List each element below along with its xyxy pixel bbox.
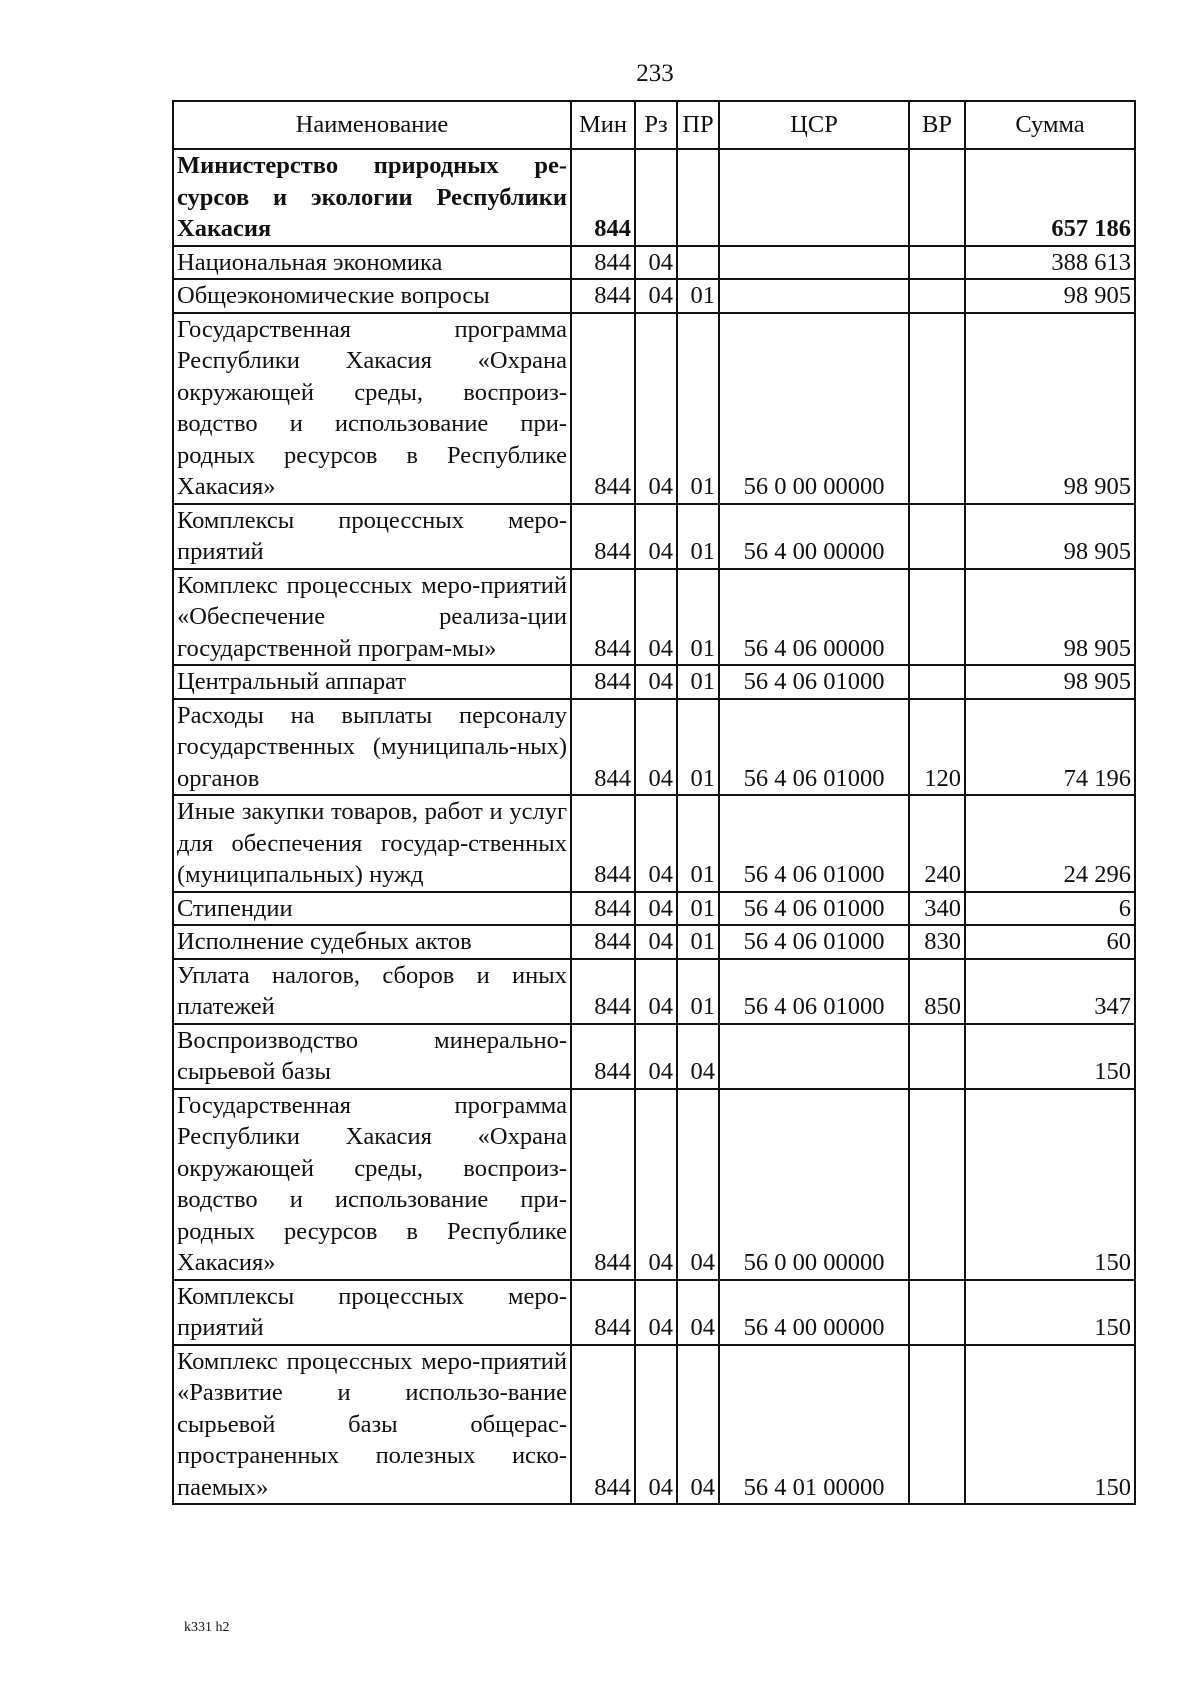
cell-sum: 6 xyxy=(965,892,1135,926)
table-row xyxy=(173,504,1135,569)
cell-vr xyxy=(909,569,965,666)
cell-min: 844 xyxy=(571,959,635,1024)
table-row xyxy=(173,1024,1135,1089)
cell-pr: 01 xyxy=(677,569,719,666)
cell-min: 844 xyxy=(571,246,635,280)
cell-rz: 04 xyxy=(635,569,677,666)
cell-pr: 01 xyxy=(677,313,719,504)
header-min: Мин xyxy=(571,101,635,149)
cell-csr: 56 4 00 00000 xyxy=(719,504,909,569)
header-csr: ЦСР xyxy=(719,101,909,149)
cell-name: Уплата налогов, сборов и иных платежей xyxy=(173,959,571,1024)
cell-sum: 98 905 xyxy=(965,313,1135,504)
cell-sum: 388 613 xyxy=(965,246,1135,280)
table-row xyxy=(173,795,1135,892)
cell-sum: 98 905 xyxy=(965,665,1135,699)
header-name: Наименование xyxy=(173,101,571,149)
table-row xyxy=(173,313,1135,504)
cell-min: 844 xyxy=(571,1345,635,1505)
cell-name: Воспроизводство минерально-сырьевой базы xyxy=(173,1024,571,1089)
table-row xyxy=(173,892,1135,926)
cell-sum: 98 905 xyxy=(965,569,1135,666)
cell-csr: 56 4 06 01000 xyxy=(719,959,909,1024)
cell-sum: 150 xyxy=(965,1024,1135,1089)
cell-name: Иные закупки товаров, работ и услуг для обеспечения государ-ственных (муниципальных) нужд xyxy=(173,795,571,892)
cell-pr: 04 xyxy=(677,1280,719,1345)
cell-vr: 830 xyxy=(909,925,965,959)
cell-csr: 56 4 06 01000 xyxy=(719,795,909,892)
table-row xyxy=(173,1280,1135,1345)
cell-csr: 56 4 06 01000 xyxy=(719,665,909,699)
cell-rz: 04 xyxy=(635,246,677,280)
cell-pr: 01 xyxy=(677,665,719,699)
cell-csr: 56 4 06 01000 xyxy=(719,925,909,959)
cell-name: Комплексы процессных меро-приятий xyxy=(173,504,571,569)
cell-name: Комплекс процессных меро-приятий «Обеспечение реализа-ции государственной програм-мы» xyxy=(173,569,571,666)
cell-pr: 01 xyxy=(677,959,719,1024)
cell-vr: 240 xyxy=(909,795,965,892)
cell-sum: 98 905 xyxy=(965,504,1135,569)
cell-rz: 04 xyxy=(635,1280,677,1345)
cell-rz: 04 xyxy=(635,1345,677,1505)
cell-pr: 01 xyxy=(677,504,719,569)
cell-min: 844 xyxy=(571,892,635,926)
table-body xyxy=(173,149,1135,1504)
cell-csr xyxy=(719,1024,909,1089)
header-vr: ВР xyxy=(909,101,965,149)
cell-vr xyxy=(909,665,965,699)
cell-vr xyxy=(909,149,965,246)
cell-csr: 56 4 00 00000 xyxy=(719,1280,909,1345)
cell-name: Комплексы процессных меро-приятий xyxy=(173,1280,571,1345)
cell-name: Исполнение судебных актов xyxy=(173,925,571,959)
table-row xyxy=(173,959,1135,1024)
cell-vr xyxy=(909,1280,965,1345)
cell-rz: 04 xyxy=(635,1089,677,1280)
cell-min: 844 xyxy=(571,504,635,569)
cell-rz: 04 xyxy=(635,699,677,796)
cell-vr xyxy=(909,1345,965,1505)
cell-sum: 24 296 xyxy=(965,795,1135,892)
table-row xyxy=(173,665,1135,699)
cell-csr xyxy=(719,246,909,280)
table-row xyxy=(173,279,1135,313)
cell-min: 844 xyxy=(571,1280,635,1345)
cell-name: Государственная программа Республики Хакасия «Охрана окружающей среды, воспроиз-водство и использование при-родных ресурсов в Республике Хакасия» xyxy=(173,313,571,504)
cell-pr: 01 xyxy=(677,699,719,796)
table-row xyxy=(173,1089,1135,1280)
cell-name: Комплекс процессных меро-приятий «Развитие и использо-вание сырьевой базы общерас-пространенных полезных иско-паемых» xyxy=(173,1345,571,1505)
cell-rz: 04 xyxy=(635,892,677,926)
cell-rz: 04 xyxy=(635,279,677,313)
cell-vr xyxy=(909,246,965,280)
cell-vr: 850 xyxy=(909,959,965,1024)
cell-csr: 56 4 01 00000 xyxy=(719,1345,909,1505)
cell-sum: 150 xyxy=(965,1280,1135,1345)
cell-rz: 04 xyxy=(635,959,677,1024)
cell-rz xyxy=(635,149,677,246)
cell-min: 844 xyxy=(571,665,635,699)
page-number: 233 xyxy=(636,60,674,87)
cell-sum: 74 196 xyxy=(965,699,1135,796)
cell-min: 844 xyxy=(571,313,635,504)
cell-sum: 347 xyxy=(965,959,1135,1024)
cell-sum: 60 xyxy=(965,925,1135,959)
cell-csr: 56 0 00 00000 xyxy=(719,1089,909,1280)
cell-rz: 04 xyxy=(635,925,677,959)
cell-csr: 56 4 06 01000 xyxy=(719,892,909,926)
table-row xyxy=(173,246,1135,280)
cell-name: Стипендии xyxy=(173,892,571,926)
cell-min: 844 xyxy=(571,1089,635,1280)
cell-pr: 01 xyxy=(677,892,719,926)
cell-sum: 150 xyxy=(965,1089,1135,1280)
cell-pr: 01 xyxy=(677,279,719,313)
cell-min: 844 xyxy=(571,925,635,959)
cell-sum: 150 xyxy=(965,1345,1135,1505)
cell-min: 844 xyxy=(571,279,635,313)
cell-csr: 56 4 06 00000 xyxy=(719,569,909,666)
cell-vr xyxy=(909,1089,965,1280)
cell-pr xyxy=(677,246,719,280)
cell-name: Министерство природных ре-сурсов и экологии Республики Хакасия xyxy=(173,149,571,246)
cell-rz: 04 xyxy=(635,313,677,504)
cell-name: Общеэкономические вопросы xyxy=(173,279,571,313)
header-pr: ПР xyxy=(677,101,719,149)
cell-sum: 657 186 xyxy=(965,149,1135,246)
table-header-row xyxy=(173,101,1135,149)
cell-rz: 04 xyxy=(635,665,677,699)
cell-vr xyxy=(909,504,965,569)
cell-min: 844 xyxy=(571,1024,635,1089)
table-row xyxy=(173,925,1135,959)
cell-min: 844 xyxy=(571,149,635,246)
cell-csr: 56 4 06 01000 xyxy=(719,699,909,796)
footer-code: k331 h2 xyxy=(184,1620,230,1635)
cell-rz: 04 xyxy=(635,795,677,892)
cell-name: Государственная программа Республики Хакасия «Охрана окружающей среды, воспроиз-водство и использование при-родных ресурсов в Республике Хакасия» xyxy=(173,1089,571,1280)
cell-rz: 04 xyxy=(635,504,677,569)
cell-vr: 340 xyxy=(909,892,965,926)
cell-min: 844 xyxy=(571,699,635,796)
cell-vr xyxy=(909,313,965,504)
table-row xyxy=(173,1345,1135,1505)
cell-csr xyxy=(719,279,909,313)
cell-pr: 04 xyxy=(677,1345,719,1505)
cell-pr xyxy=(677,149,719,246)
cell-name: Центральный аппарат xyxy=(173,665,571,699)
cell-pr: 01 xyxy=(677,795,719,892)
header-sum: Сумма xyxy=(965,101,1135,149)
cell-vr: 120 xyxy=(909,699,965,796)
cell-pr: 01 xyxy=(677,925,719,959)
table-row xyxy=(173,149,1135,246)
cell-min: 844 xyxy=(571,795,635,892)
cell-csr xyxy=(719,149,909,246)
cell-vr xyxy=(909,279,965,313)
cell-csr: 56 0 00 00000 xyxy=(719,313,909,504)
table-row xyxy=(173,699,1135,796)
cell-pr: 04 xyxy=(677,1089,719,1280)
cell-sum: 98 905 xyxy=(965,279,1135,313)
header-rz: Рз xyxy=(635,101,677,149)
cell-pr: 04 xyxy=(677,1024,719,1089)
cell-vr xyxy=(909,1024,965,1089)
table-row xyxy=(173,569,1135,666)
cell-min: 844 xyxy=(571,569,635,666)
cell-name: Национальная экономика xyxy=(173,246,571,280)
budget-table xyxy=(172,100,1136,1505)
cell-name: Расходы на выплаты персоналу государственных (муниципаль-ных) органов xyxy=(173,699,571,796)
cell-rz: 04 xyxy=(635,1024,677,1089)
